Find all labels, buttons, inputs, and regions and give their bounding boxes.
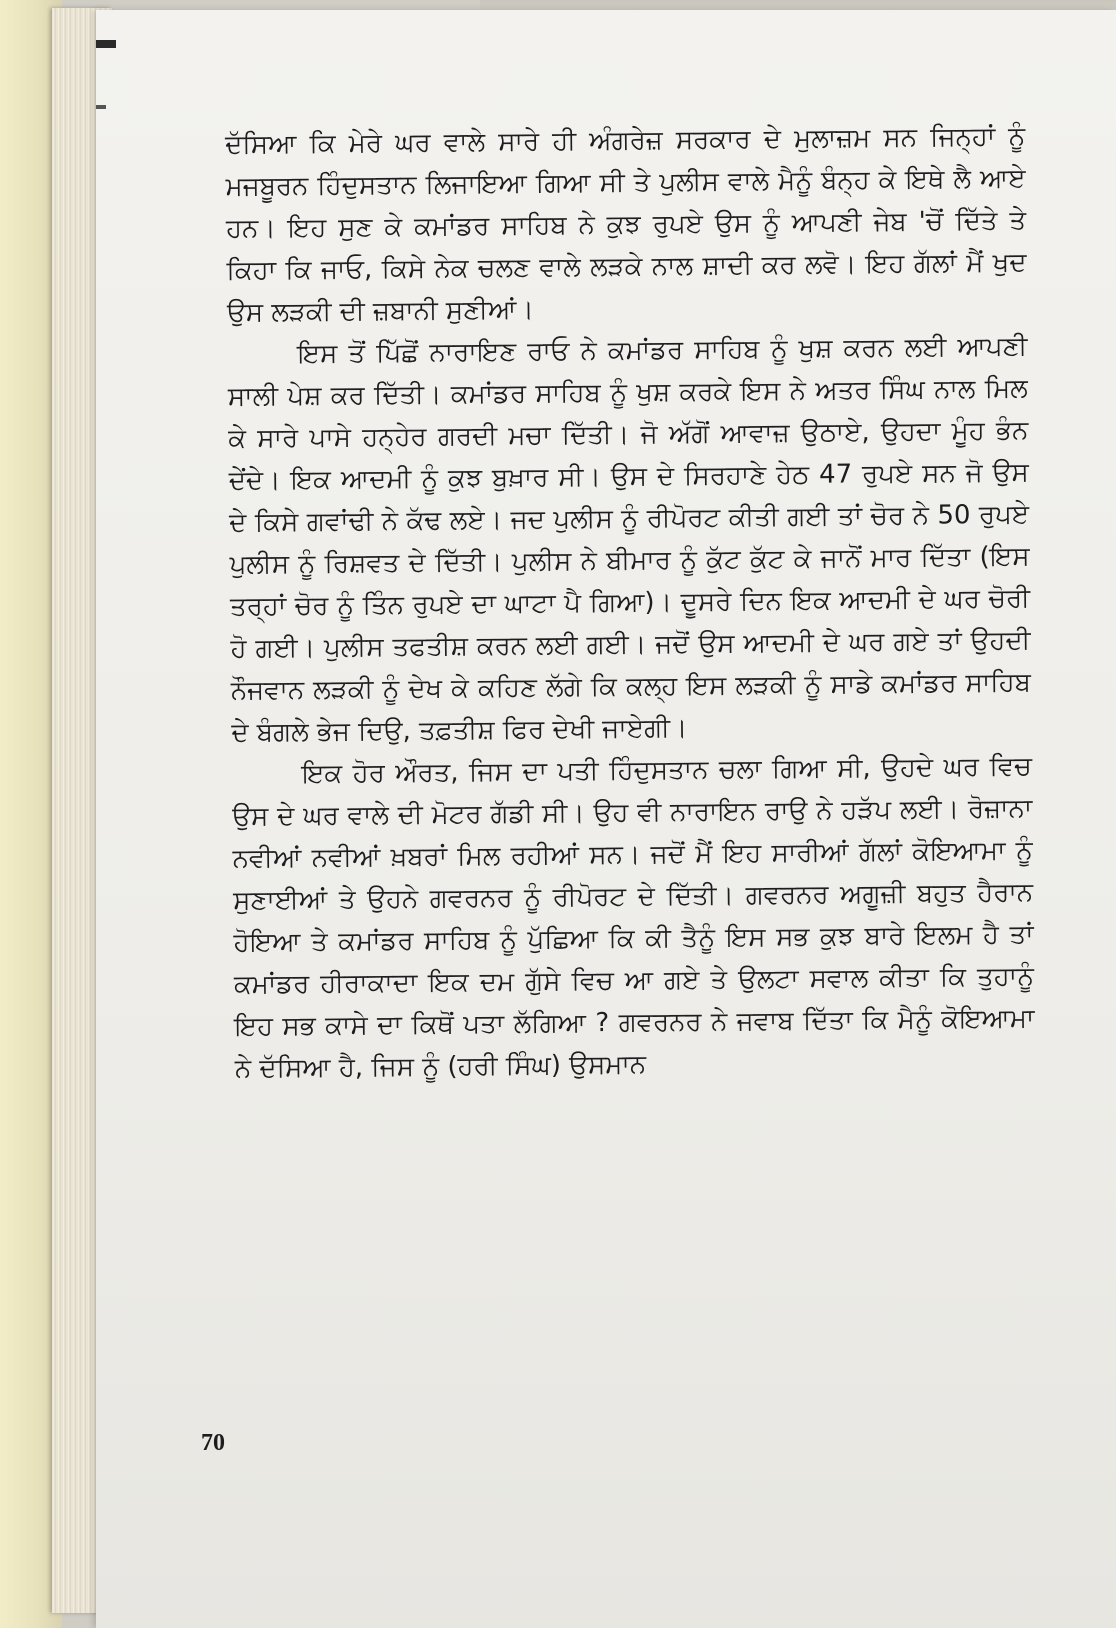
edge-mark	[96, 105, 106, 109]
page-number: 70	[201, 1430, 225, 1456]
edge-mark	[96, 40, 116, 48]
paragraph: ਦੱਸਿਆ ਕਿ ਮੇਰੇ ਘਰ ਵਾਲੇ ਸਾਰੇ ਹੀ ਅੰਗਰੇਜ਼ ਸਰਕਾਰ ਦੇ ਮੁਲਾਜ਼ਮ ਸਨ ਜਿਨ੍ਹਾਂ ਨੂੰ ਮਜਬੂਰਨ ਹਿੰਦੁਸਤਾਨ ਲਿਜਾਇਆ ਗਿਆ ਸੀ ਤੇ ਪੁਲੀਸ ਵਾਲੇ ਮੈਨੂੰ ਬੰਨ੍ਹ ਕੇ ਇਥੇ ਲੈ ਆਏ ਹਨ। ਇਹ ਸੁਣ ਕੇ ਕਮਾਂਡਰ ਸਾਹਿਬ ਨੇ ਕੁਝ ਰੁਪਏ ਉਸ ਨੂੰ ਆਪਣੀ ਜੇਬ 'ਚੋਂ ਦਿੱਤੇ ਤੇ ਕਿਹਾ ਕਿ ਜਾਓ, ਕਿਸੇ ਨੇਕ ਚਲਣ ਵਾਲੇ ਲੜਕੇ ਨਾਲ ਸ਼ਾਦੀ ਕਰ ਲਵੋ। ਇਹ ਗੱਲਾਂ ਮੈਂ ਖੁਦ ਉਸ ਲੜਕੀ ਦੀ ਜ਼ਬਾਨੀ ਸੁਣੀਆਂ।	[225, 121, 1027, 328]
paragraph: ਇਕ ਹੋਰ ਔਰਤ, ਜਿਸ ਦਾ ਪਤੀ ਹਿੰਦੁਸਤਾਨ ਚਲਾ ਗਿਆ ਸੀ, ਉਹਦੇ ਘਰ ਵਿਚ ਉਸ ਦੇ ਘਰ ਵਾਲੇ ਦੀ ਮੋਟਰ ਗੱਡੀ ਸੀ। ਉਹ ਵੀ ਨਾਰਾਇਨ ਰਾਉ ਨੇ ਹੜੱਪ ਲਈ। ਰੋਜ਼ਾਨਾ ਨਵੀਆਂ ਨਵੀਆਂ ਖ਼ਬਰਾਂ ਮਿਲ ਰਹੀਆਂ ਸਨ। ਜਦੋਂ ਮੈਂ ਇਹ ਸਾਰੀਆਂ ਗੱਲਾਂ ਕੋਇਆਮਾ ਨੂੰ ਸੁਣਾਈਆਂ ਤੇ ਉਹਨੇ ਗਵਰਨਰ ਨੂੰ ਰੀਪੋਰਟ ਦੇ ਦਿੱਤੀ। ਗਵਰਨਰ ਅਗੂਜ਼ੀ ਬਹੁਤ ਹੈਰਾਨ ਹੋਇਆ ਤੇ ਕਮਾਂਡਰ ਸਾਹਿਬ ਨੂੰ ਪੁੱਛਿਆ ਕਿ ਕੀ ਤੈਨੂੰ ਇਸ ਸਭ ਕੁਝ ਬਾਰੇ ਇਲਮ ਹੈ ਤਾਂ ਕਮਾਂਡਰ ਹੀਰਾਕਾਦਾ ਇਕ ਦਮ ਗੁੱਸੇ ਵਿਚ ਆ ਗਏ ਤੇ ਉਲਟਾ ਸਵਾਲ ਕੀਤਾ ਕਿ ਤੁਹਾਨੂੰ ਇਹ ਸਭ ਕਾਸੇ ਦਾ ਕਿਥੋਂ ਪਤਾ ਲੱਗਿਆ ? ਗਵਰਨਰ ਨੇ ਜਵਾਬ ਦਿੱਤਾ ਕਿ ਮੈਨੂੰ ਕੋਇਆਮਾ ਨੇ ਦੱਸਿਆ ਹੈ, ਜਿਸ ਨੂੰ (ਹਰੀ ਸਿੰਘ) ਉਸਮਾਨ	[232, 751, 1035, 1084]
paragraph: ਇਸ ਤੋਂ ਪਿੱਛੋਂ ਨਾਰਾਇਣ ਰਾਓ ਨੇ ਕਮਾਂਡਰ ਸਾਹਿਬ ਨੂੰ ਖੁਸ਼ ਕਰਨ ਲਈ ਆਪਣੀ ਸਾਲੀ ਪੇਸ਼ ਕਰ ਦਿੱਤੀ। ਕਮਾਂਡਰ ਸਾਹਿਬ ਨੂੰ ਖੁਸ਼ ਕਰਕੇ ਇਸ ਨੇ ਅਤਰ ਸਿੰਘ ਨਾਲ ਮਿਲ ਕੇ ਸਾਰੇ ਪਾਸੇ ਹਨ੍ਹੇਰ ਗਰਦੀ ਮਚਾ ਦਿੱਤੀ। ਜੋ ਅੱਗੋਂ ਆਵਾਜ਼ ਉਠਾਏ, ਉਹਦਾ ਮੂੰਹ ਭੰਨ ਦੇਂਦੇ। ਇਕ ਆਦਮੀ ਨੂੰ ਕੁਝ ਬੁਖ਼ਾਰ ਸੀ। ਉਸ ਦੇ ਸਿਰਹਾਣੇ ਹੇਠ 47 ਰੁਪਏ ਸਨ ਜੋ ਉਸ ਦੇ ਕਿਸੇ ਗਵਾਂਢੀ ਨੇ ਕੱਢ ਲਏ। ਜਦ ਪੁਲੀਸ ਨੂੰ ਰੀਪੋਰਟ ਕੀਤੀ ਗਈ ਤਾਂ ਚੋਰ ਨੇ 50 ਰੁਪਏ ਪੁਲੀਸ ਨੂੰ ਰਿਸ਼ਵਤ ਦੇ ਦਿੱਤੀ। ਪੁਲੀਸ ਨੇ ਬੀਮਾਰ ਨੂੰ ਕੁੱਟ ਕੁੱਟ ਕੇ ਜਾਨੋਂ ਮਾਰ ਦਿੱਤਾ (ਇਸ ਤਰ੍ਹਾਂ ਚੋਰ ਨੂੰ ਤਿੰਨ ਰੁਪਏ ਦਾ ਘਾਟਾ ਪੈ ਗਿਆ)। ਦੂਸਰੇ ਦਿਨ ਇਕ ਆਦਮੀ ਦੇ ਘਰ ਚੋਰੀ ਹੋ ਗਈ। ਪੁਲੀਸ ਤਫਤੀਸ਼ ਕਰਨ ਲਈ ਗਈ। ਜਦੋਂ ਉਸ ਆਦਮੀ ਦੇ ਘਰ ਗਏ ਤਾਂ ਉਹਦੀ ਨੌਜਵਾਨ ਲੜਕੀ ਨੂੰ ਦੇਖ ਕੇ ਕਹਿਣ ਲੱਗੇ ਕਿ ਕਲ੍ਹ ਇਸ ਲੜਕੀ ਨੂੰ ਸਾਡੇ ਕਮਾਂਡਰ ਸਾਹਿਬ ਦੇ ਬੰਗਲੇ ਭੇਜ ਦਿਉ, ਤਫ਼ਤੀਸ਼ ਫਿਰ ਦੇਖੀ ਜਾਏਗੀ।	[227, 331, 1032, 748]
body-text	[225, 116, 1035, 1090]
